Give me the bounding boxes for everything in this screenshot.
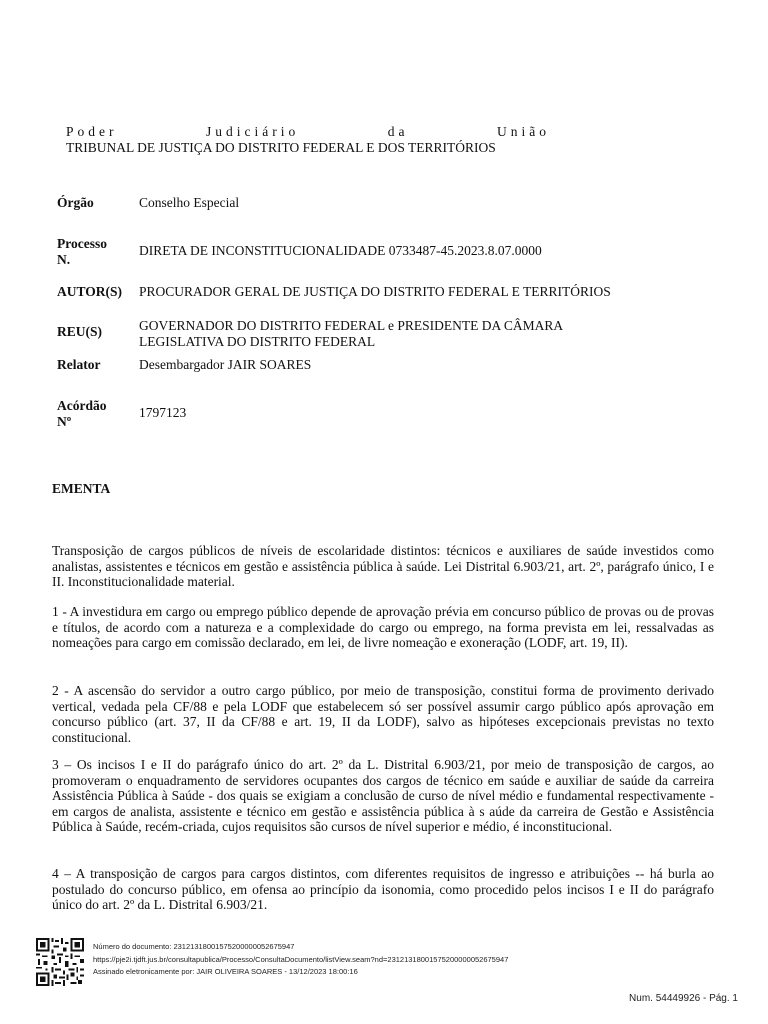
ementa-paragraph: 1 - A investidura em cargo ou emprego público depende de aprovação prévia em concurso público de provas ou de provas e títulos, de acordo com a natureza e a complexidade do cargo ou emprego, na forma prevista em lei, ressalvadas as nomeações para cargo em comissão declarado, em lei, de livre nomeação e exoneração (LODF, art. 19, II). [52, 604, 714, 650]
ementa-title: EMENTA [52, 481, 111, 496]
processo-label [57, 236, 137, 268]
acordao-value: 1797123 [139, 405, 187, 420]
ementa-paragraph: Transposição de cargos públicos de níveis de escolaridade distintos: técnicos e auxiliares de saúde investidos como analistas, assistentes e técnicos em gestão e assistência pública à saúde. Lei Distrital 6.903/21, art. 2º, parágrafo único, I e II. Inconstitucionalidade material. [52, 543, 714, 589]
header-word: Judiciário [206, 124, 300, 139]
reu-value-line2: LEGISLATIVA DO DISTRITO FEDERAL [139, 334, 376, 349]
court-header-line1 [66, 124, 550, 140]
court-header-line2: TRIBUNAL DE JUSTIÇA DO DISTRITO FEDERAL E DOS TERRITÓRIOS [66, 140, 496, 155]
signature-footer [36, 938, 736, 986]
reu-value-line1: GOVERNADOR DO DISTRITO FEDERAL e PRESIDENTE DA CÂMARA [139, 318, 564, 333]
ementa-paragraph: 4 – A transposição de cargos para cargos distintos, com diferentes requisitos de ingresso e atribuições -- há burla ao postulado do concurso público, em ofensa ao princípio da isonomia, como procedido pelos incisos I e II do parágrafo único do art. 2º da L. Distrital 6.903/21. [52, 866, 714, 912]
acordao-label [57, 398, 137, 430]
header-word: União [497, 124, 550, 139]
orgao-value: Conselho Especial [139, 195, 240, 210]
acordao-label-line1: Acórdão [57, 398, 107, 413]
ementa-paragraph: 2 - A ascensão do servidor a outro cargo público, por meio de transposição, constitui forma de provimento derivado vertical, vedada pela CF/88 e pela LODF que estabelecem só ser possível assumir cargo público após aprovação em concurso público (art. 37, II da CF/88 e art. 19, II da LODF), salvo as hipóteses excepcionais previstas no texto constitucional. [52, 683, 714, 745]
document-url[interactable]: https://pje2i.tjdft.jus.br/consultapublica/Processo/ConsultaDocumento/listView.seam?nd=23121318001575200000052675947 [93, 954, 509, 964]
header-word: da [387, 124, 409, 139]
processo-label-line1: Processo [57, 236, 107, 251]
header-word: Poder [66, 124, 118, 139]
orgao-label: Órgão [57, 195, 94, 210]
qr-code-icon [36, 938, 84, 986]
autor-label: AUTOR(S) [57, 284, 123, 299]
ementa-paragraph: 3 – Os incisos I e II do parágrafo único do art. 2º da L. Distrital 6.903/21, por meio de transposição de cargos, ao promoveram o enquadramento de servidores ocupantes dos cargos de técnico em saúde e auxiliar de saúde da carreira Assistência Pública à Saúde - dos quais se exigiam a conclusão de curso de nível médio e fundamental respectivamente - em cargos de analista, assistente e técnico em gestão e assistência pública à s aúde da carreira de Gestão e Assistência Pública à Saúde, recém-criada, cujos requisitos são cursos de nível superior e médio, é inconstitucional. [52, 757, 714, 834]
page-number: Num. 54449926 - Pág. 1 [629, 993, 738, 1004]
signature-info: Assinado eletronicamente por: JAIR OLIVEIRA SOARES - 13/12/2023 18:00:16 [93, 967, 358, 976]
autor-value: PROCURADOR GERAL DE JUSTIÇA DO DISTRITO FEDERAL E TERRITÓRIOS [139, 284, 611, 299]
reu-label: REU(S) [57, 324, 103, 339]
document-number: Número do documento: 23121318001575200000052675947 [93, 942, 295, 951]
footer-text [93, 941, 508, 979]
acordao-label-line2: Nº [57, 414, 72, 429]
court-header [66, 124, 550, 156]
relator-value: Desembargador JAIR SOARES [139, 357, 312, 372]
relator-label: Relator [57, 357, 101, 372]
processo-value: DIRETA DE INCONSTITUCIONALIDADE 0733487-45.2023.8.07.0000 [139, 243, 542, 258]
reu-value [139, 318, 739, 350]
processo-label-line2: N. [57, 252, 71, 267]
